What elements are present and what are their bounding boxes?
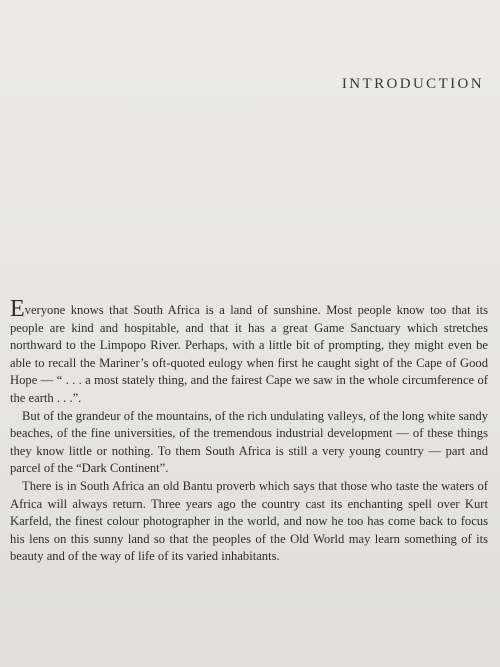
chapter-heading: INTRODUCTION — [341, 76, 484, 92]
paragraph-1 — [10, 296, 488, 408]
initial-letter: E — [10, 296, 25, 322]
paragraph-1-text: veryone knows that South Africa is a land of sunshine. Most people know too that its people are kind and hospitable, and that it has a great Game Sanctuary which stretches northward to the Limpopo River. Perhaps, with a little bit of prompting, they might even be able to recall the Mariner’s oft-quoted eulogy when first he caught sight of the Cape of Good Hope — “ . . . a most stately thing, and the fairest Cape we saw in the whole circumference of the earth . . .”. — [10, 303, 488, 405]
introduction-body — [10, 296, 488, 566]
paragraph-3: There is in South Africa an old Bantu proverb which says that those who taste the waters of Africa will always return. Three years ago the country cast its enchanting spell over Kurt Karfeld, the finest colour photographer in the world, and now he too has come back to focus his lens on this sunny land so that the peoples of the Old World may learn something of its beauty and of the way of life of its varied inhabitants. — [10, 478, 488, 564]
paragraph-2: But of the grandeur of the mountains, of the rich undulating valleys, of the long white sandy beaches, of the fine universities, of the tremendous industrial development — of these things they know little or nothing. To them South Africa is still a very young country — part and parcel of the “Dark Continent”. — [10, 408, 488, 476]
